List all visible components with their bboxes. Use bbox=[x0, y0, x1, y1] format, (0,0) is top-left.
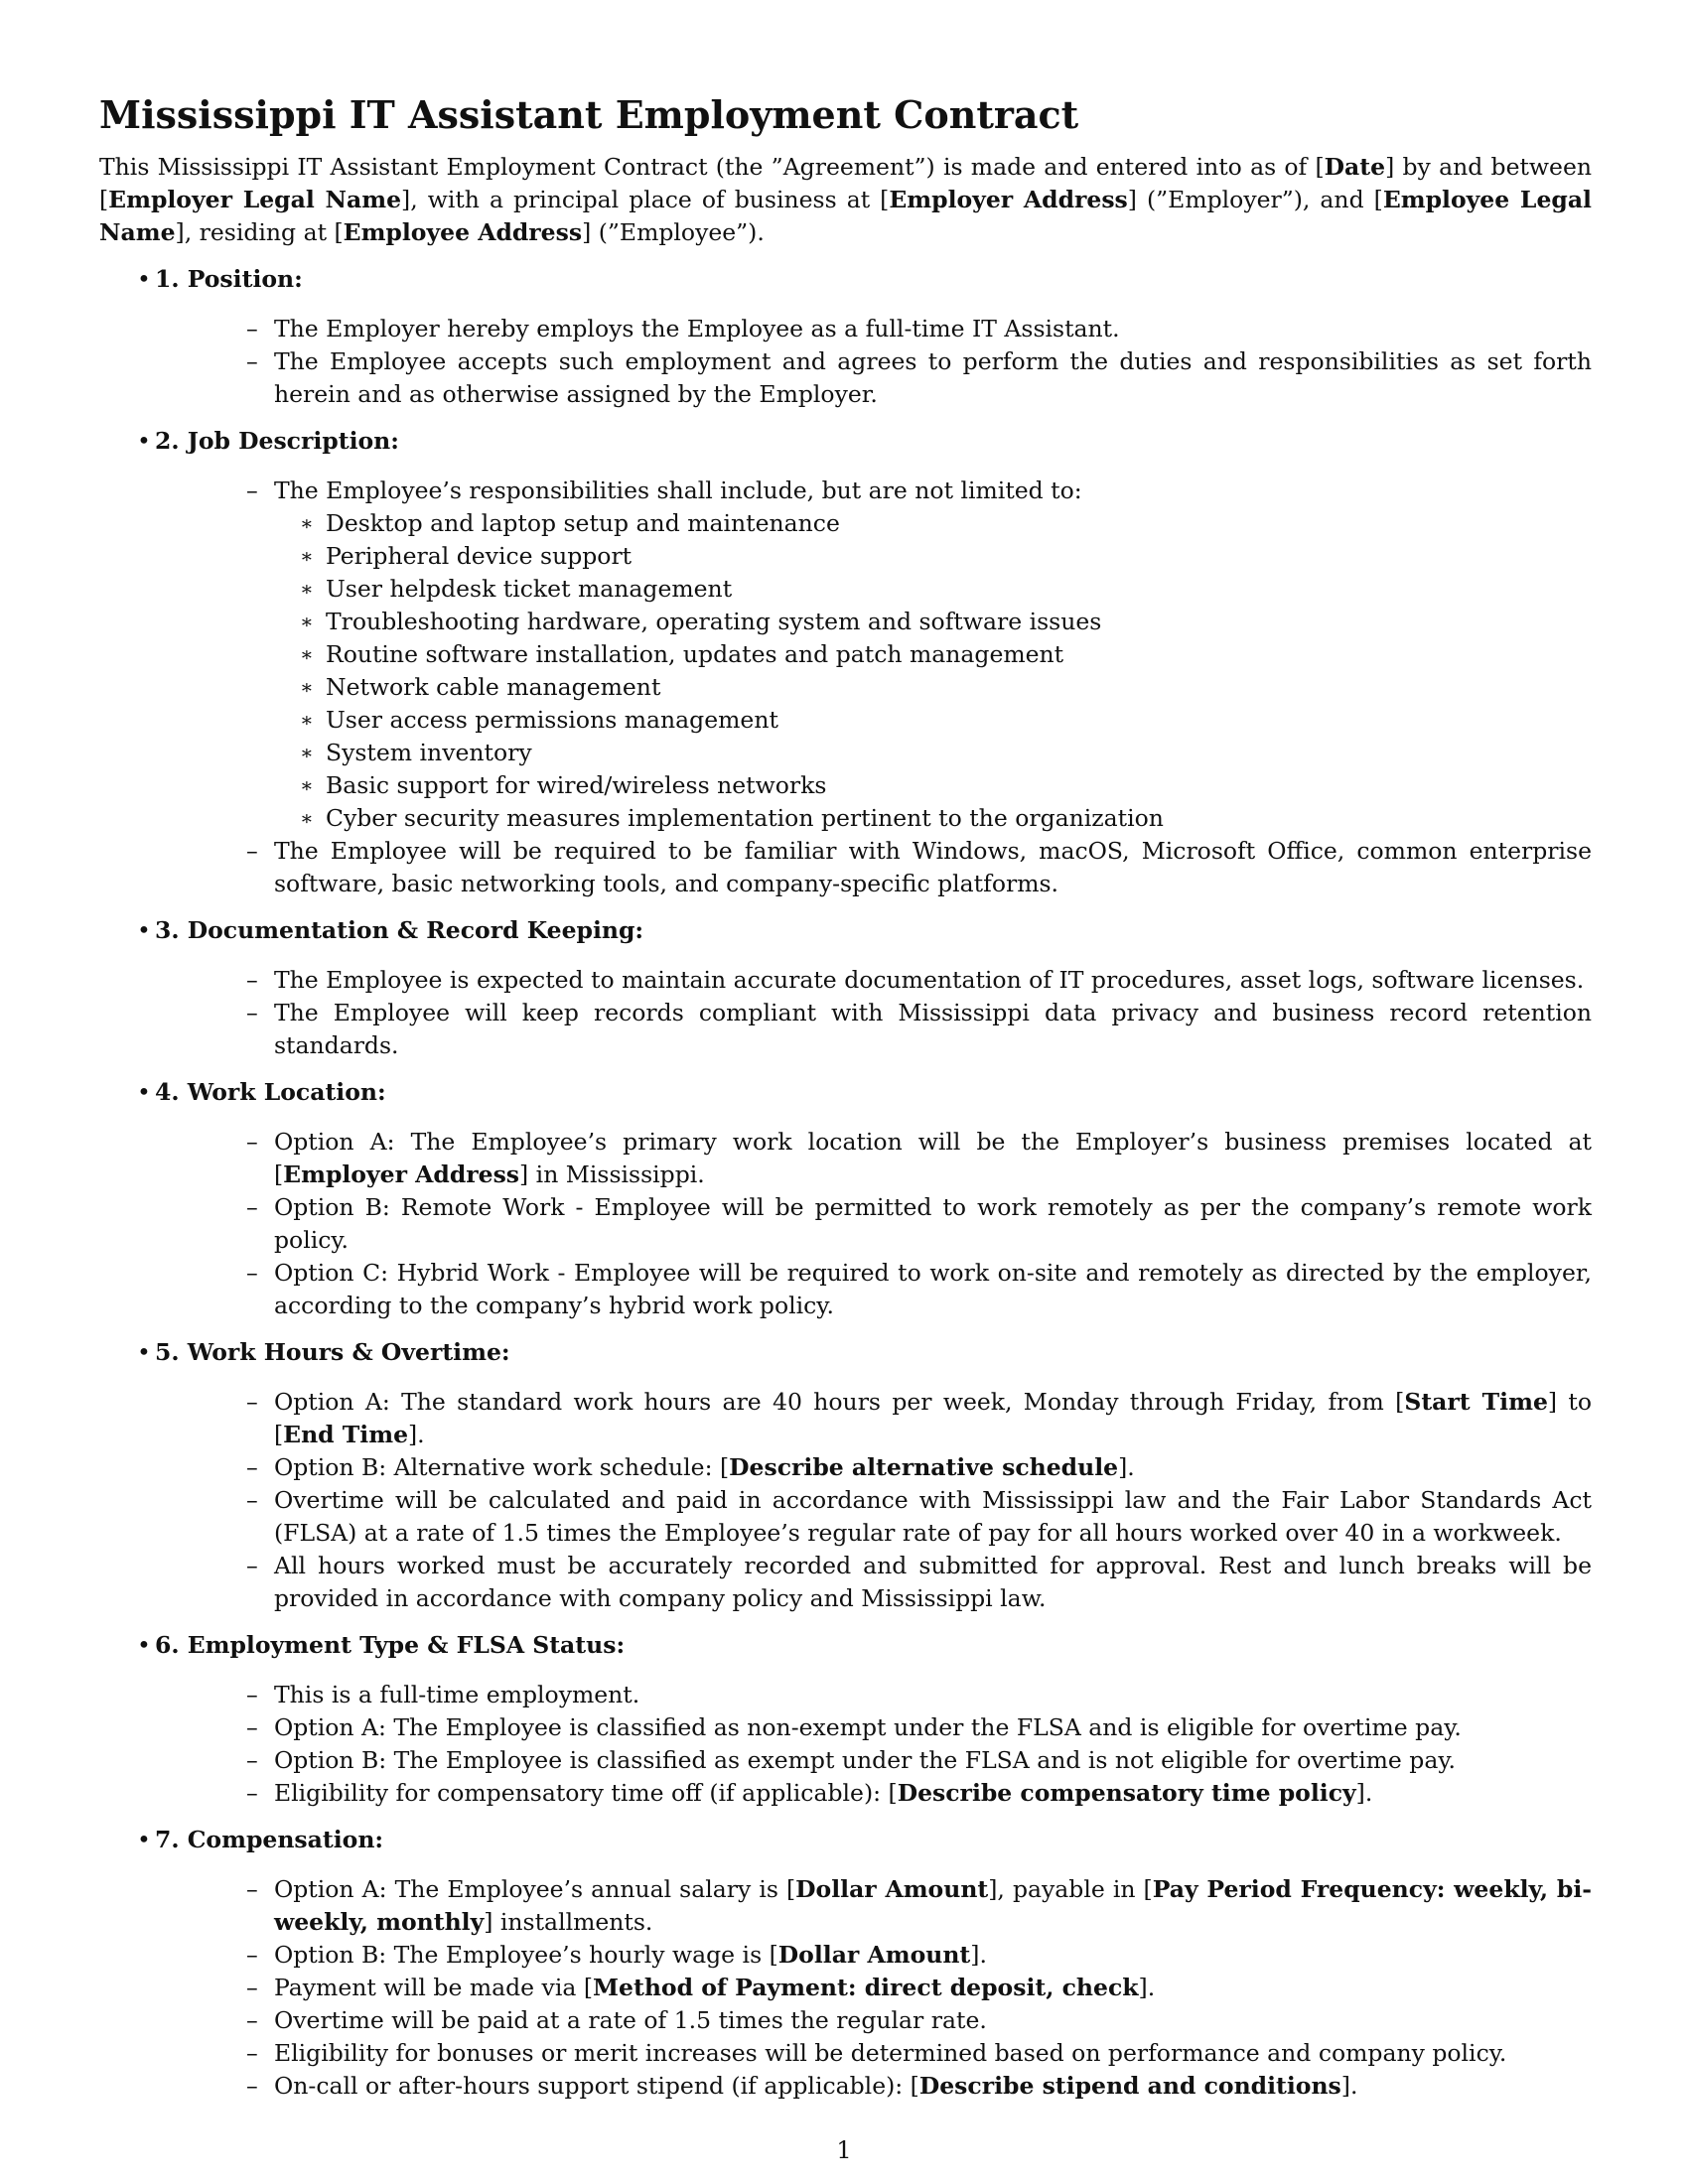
text-run: ] (”Employee”). bbox=[582, 218, 765, 246]
clause-item bbox=[274, 1679, 1592, 1711]
clause-item bbox=[274, 345, 1592, 411]
text-run: Option B: Alternative work schedule: [ bbox=[274, 1453, 730, 1481]
text-run: ]. bbox=[408, 1421, 425, 1448]
section bbox=[99, 1076, 1592, 1322]
clause-list bbox=[147, 313, 1592, 411]
clause-item bbox=[274, 313, 1592, 345]
clause-list bbox=[147, 1126, 1592, 1322]
text-run: ], payable in [ bbox=[988, 1875, 1153, 1903]
section-title: • 4. Work Location: bbox=[155, 1078, 386, 1106]
placeholder-field: Employer Address bbox=[283, 1160, 520, 1188]
responsibility-item: ∗ User access permissions management bbox=[326, 704, 1592, 737]
text-run: The Employee’s responsibilities shall include, but are not limited to: bbox=[274, 477, 1082, 504]
clause-item bbox=[274, 1711, 1592, 1744]
clause-item bbox=[274, 1744, 1592, 1777]
responsibility-item: ∗ User helpdesk ticket management bbox=[326, 573, 1592, 606]
placeholder-field: End Time bbox=[283, 1421, 409, 1448]
text-run: This is a full-time employment. bbox=[274, 1681, 640, 1708]
page-number: 1 bbox=[836, 2136, 852, 2164]
clause-list bbox=[147, 1873, 1592, 2103]
clause-item bbox=[274, 2004, 1592, 2037]
section-title: • 3. Documentation & Record Keeping: bbox=[155, 916, 644, 944]
clause-item bbox=[274, 1484, 1592, 1550]
responsibility-item: ∗ Routine software installation, updates and patch management bbox=[326, 638, 1592, 671]
placeholder-field: Pay Period Frequency: weekly, bi-weekly, monthly bbox=[274, 1875, 1592, 1936]
text-run: ] to [ bbox=[274, 1388, 1592, 1448]
placeholder-field: Describe stipend and conditions bbox=[918, 2072, 1341, 2100]
text-run: The Employee will be required to be familiar with Windows, macOS, Microsoft Office, common enterprise software, basic networking tools, and company-specific platforms. bbox=[274, 837, 1592, 897]
responsibility-list bbox=[274, 507, 1592, 835]
text-run: ]. bbox=[1138, 1974, 1156, 2001]
clause-item bbox=[274, 1386, 1592, 1451]
text-run: ], residing at [ bbox=[175, 218, 344, 246]
clause-item bbox=[274, 1550, 1592, 1615]
text-run: ]. bbox=[1355, 1779, 1373, 1807]
text-run: ] in Mississippi. bbox=[519, 1160, 705, 1188]
text-run: Option A: The standard work hours are 40 hours per week, Monday through Friday, from [ bbox=[274, 1388, 1405, 1416]
text-run: ] by and between [ bbox=[99, 153, 1592, 213]
text-run: Option A: The Employee’s annual salary is [ bbox=[274, 1875, 796, 1903]
text-run: Overtime will be paid at a rate of 1.5 times the regular rate. bbox=[274, 2006, 987, 2034]
text-run: ] (”Employer”), and [ bbox=[1127, 186, 1383, 213]
responsibility-item: ∗ Peripheral device support bbox=[326, 540, 1592, 573]
placeholder-field: Date bbox=[1324, 153, 1386, 181]
text-run: The Employee is expected to maintain accurate documentation of IT procedures, asset logs, software licenses. bbox=[274, 966, 1585, 994]
responsibility-item: ∗ Basic support for wired/wireless networks bbox=[326, 769, 1592, 802]
text-run: This Mississippi IT Assistant Employment Contract (the ”Agreement”) is made and entered into as of [ bbox=[99, 153, 1325, 181]
clause-list bbox=[147, 1386, 1592, 1615]
section-title: • 6. Employment Type & FLSA Status: bbox=[155, 1631, 626, 1659]
clause-item bbox=[274, 835, 1592, 900]
section-title: • 7. Compensation: bbox=[155, 1826, 384, 1853]
section bbox=[99, 425, 1592, 900]
section-title: • 1. Position: bbox=[155, 265, 303, 293]
text-run: Payment will be made via [ bbox=[274, 1974, 593, 2001]
section bbox=[99, 1336, 1592, 1615]
text-run: Option B: Remote Work - Employee will be permitted to work remotely as per the company’s remote work policy. bbox=[274, 1193, 1592, 1254]
section-list bbox=[99, 263, 1592, 2103]
intro-paragraph bbox=[99, 151, 1592, 249]
text-run: ], with a principal place of business at [ bbox=[401, 186, 890, 213]
text-run: Option B: The Employee’s hourly wage is [ bbox=[274, 1941, 778, 1969]
text-run: Option A: The Employee’s primary work location will be the Employer’s business premises located at [ bbox=[274, 1128, 1592, 1188]
clause-item bbox=[274, 475, 1592, 835]
text-run: Eligibility for bonuses or merit increases will be determined based on performance and company policy. bbox=[274, 2039, 1507, 2067]
placeholder-field: Employee Legal Name bbox=[99, 186, 1592, 246]
placeholder-field: Start Time bbox=[1404, 1388, 1548, 1416]
section bbox=[99, 263, 1592, 411]
text-run: Option B: The Employee is classified as exempt under the FLSA and is not eligible for overtime pay. bbox=[274, 1746, 1456, 1774]
section bbox=[99, 1629, 1592, 1810]
clause-list bbox=[147, 1679, 1592, 1810]
text-run: The Employee accepts such employment and agrees to perform the duties and responsibilities as set forth herein and as otherwise assigned by the Employer. bbox=[274, 347, 1592, 408]
clause-item bbox=[274, 1777, 1592, 1810]
clause-item bbox=[274, 1191, 1592, 1257]
text-run: ]. bbox=[970, 1941, 987, 1969]
responsibility-item: ∗ Troubleshooting hardware, operating system and software issues bbox=[326, 606, 1592, 638]
section bbox=[99, 914, 1592, 1062]
placeholder-field: Employer Address bbox=[889, 186, 1128, 213]
clause-list bbox=[147, 475, 1592, 900]
text-run: ] installments. bbox=[484, 1908, 653, 1936]
clause-item bbox=[274, 1972, 1592, 2004]
text-run: The Employer hereby employs the Employee as a full-time IT Assistant. bbox=[274, 315, 1120, 342]
clause-item bbox=[274, 2070, 1592, 2103]
clause-item bbox=[274, 2037, 1592, 2070]
clause-item bbox=[274, 964, 1592, 997]
placeholder-field: Employer Legal Name bbox=[108, 186, 402, 213]
responsibility-item: ∗ Cyber security measures implementation pertinent to the organization bbox=[326, 802, 1592, 835]
text-run: Option A: The Employee is classified as non-exempt under the FLSA and is eligible for overtime pay. bbox=[274, 1713, 1462, 1741]
text-run: ]. bbox=[1118, 1453, 1135, 1481]
document-title: Mississippi IT Assistant Employment Contract bbox=[99, 92, 1079, 137]
text-run: All hours worked must be accurately recorded and submitted for approval. Rest and lunch breaks will be provided in accordance with company policy and Mississippi law. bbox=[274, 1552, 1592, 1612]
clause-item bbox=[274, 1126, 1592, 1191]
text-run: The Employee will keep records compliant with Mississippi data privacy and business record retention standards. bbox=[274, 999, 1592, 1059]
clause-item bbox=[274, 1873, 1592, 1939]
section bbox=[99, 1824, 1592, 2103]
clause-item bbox=[274, 1939, 1592, 1972]
placeholder-field: Method of Payment: direct deposit, check bbox=[593, 1974, 1139, 2001]
clause-item bbox=[274, 1257, 1592, 1322]
text-run: Option C: Hybrid Work - Employee will be required to work on-site and remotely as directed by the employer, according to the company’s hybrid work policy. bbox=[274, 1259, 1592, 1319]
text-run: ]. bbox=[1340, 2072, 1358, 2100]
placeholder-field: Employee Address bbox=[343, 218, 583, 246]
section-title: • 5. Work Hours & Overtime: bbox=[155, 1338, 510, 1366]
placeholder-field: Dollar Amount bbox=[777, 1941, 971, 1969]
responsibility-item: ∗ System inventory bbox=[326, 737, 1592, 769]
text-run: On-call or after-hours support stipend (if applicable): [ bbox=[274, 2072, 919, 2100]
clause-list bbox=[147, 964, 1592, 1062]
clause-item bbox=[274, 997, 1592, 1062]
text-run: Eligibility for compensatory time off (if applicable): [ bbox=[274, 1779, 898, 1807]
placeholder-field: Dollar Amount bbox=[795, 1875, 989, 1903]
placeholder-field: Describe compensatory time policy bbox=[897, 1779, 1356, 1807]
document-page bbox=[99, 91, 1592, 2116]
text-run: Overtime will be calculated and paid in accordance with Mississippi law and the Fair Labor Standards Act (FLSA) at a rate of 1.5 times the Employee’s regular rate of pay for all hours worked over 40 in a workweek. bbox=[274, 1486, 1592, 1547]
responsibility-item: ∗ Network cable management bbox=[326, 671, 1592, 704]
clause-item bbox=[274, 1451, 1592, 1484]
placeholder-field: Describe alternative schedule bbox=[729, 1453, 1119, 1481]
responsibility-item: ∗ Desktop and laptop setup and maintenance bbox=[326, 507, 1592, 540]
section-title: • 2. Job Description: bbox=[155, 427, 399, 455]
